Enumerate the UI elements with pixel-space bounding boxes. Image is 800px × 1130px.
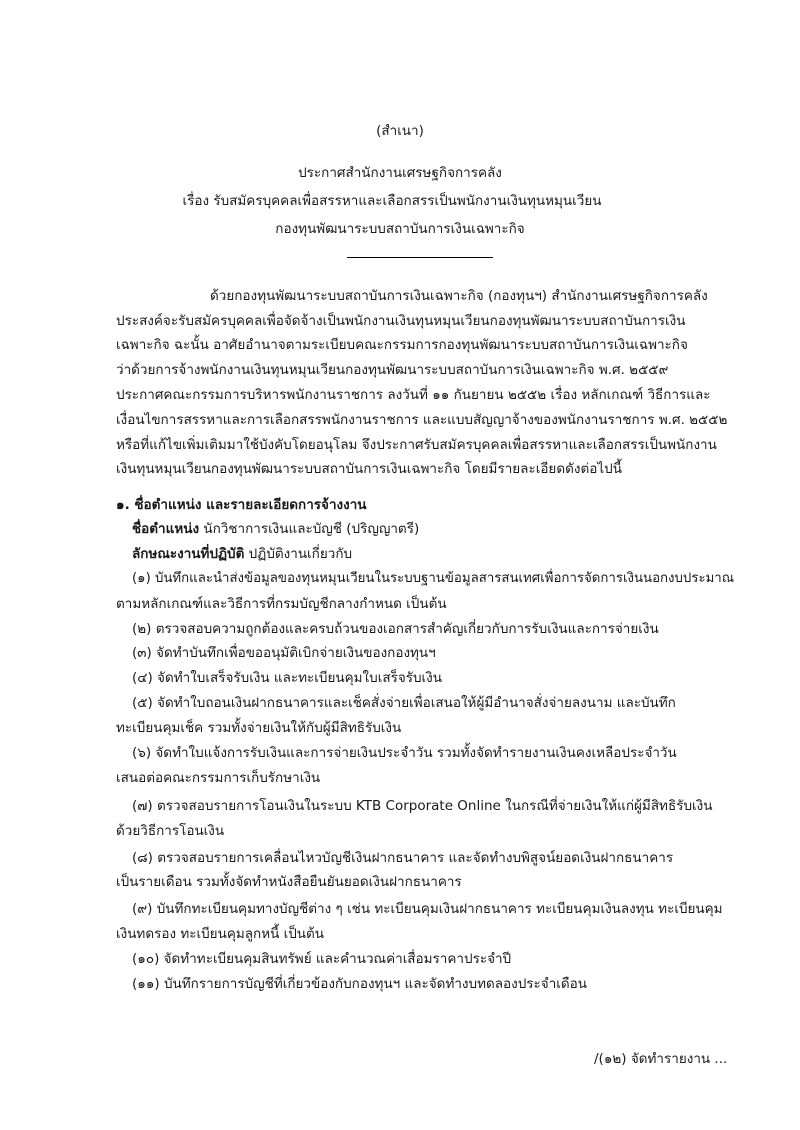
duty-item: (๒) ตรวจสอบความถูกต้องและครบถ้วนของเอกสารสำคัญเกี่ยวกับการรับเงินและการจ่ายเงิน bbox=[132, 621, 659, 637]
intro-line: เฉพาะกิจ ฉะนั้น อาศัยอำนาจตามระเบียบคณะกรรมการกองทุนพัฒนาระบบสถาบันการเงินเฉพาะกิจ bbox=[116, 337, 688, 353]
duty-item: (๖) จัดทำใบแจ้งการรับเงินและการจ่ายเงินประจำวัน รวมทั้งจัดทำรายงานเงินคงเหลือประจำวัน bbox=[132, 745, 677, 761]
header-divider bbox=[347, 257, 493, 258]
intro-line: ประสงค์จะรับสมัครบุคคลเพื่อจัดจ้างเป็นพนักงานเงินทุนหมุนเวียนกองทุนพัฒนาระบบสถาบันการเงิน bbox=[116, 313, 686, 329]
announcement-title: ประกาศสำนักงานเศรษฐกิจการคลัง bbox=[298, 165, 502, 181]
duty-item: (๓) จัดทำบันทึกเพื่อขออนุมัติเบิกจ่ายเงินของกองทุนฯ bbox=[132, 645, 436, 661]
duty-label: ลักษณะงานที่ปฏิบัติ bbox=[132, 546, 245, 562]
duty-item: (๑๑) บันทึกรายการบัญชีที่เกี่ยวข้องกับกองทุนฯ และจัดทำงบทดลองประจำเดือน bbox=[132, 976, 587, 992]
position-label: ชื่อตำแหน่ง bbox=[132, 521, 200, 537]
intro-line: ด้วยกองทุนพัฒนาระบบสถาบันการเงินเฉพาะกิจ (กองทุนฯ) สำนักงานเศรษฐกิจการคลัง bbox=[210, 288, 708, 304]
intro-line: หรือที่แก้ไขเพิ่มเติมมาใช้บังคับโดยอนุโลม จึงประกาศรับสมัครบุคคลเพื่อสรรหาและเลือกสรรเป็นพนักงาน bbox=[116, 437, 717, 453]
duty-value: ปฏิบัติงานเกี่ยวกับ bbox=[244, 546, 353, 562]
duty-item: (๑) บันทึกและนำส่งข้อมูลของทุนหมุนเวียนในระบบฐานข้อมูลสารสนเทศเพื่อการจัดการเงินนอกงบประมาณ bbox=[132, 571, 735, 586]
section-heading: ๑. ชื่อตำแหน่ง และรายละเอียดการจ้างงาน bbox=[116, 497, 367, 513]
position-value: นักวิชาการเงินและบัญชี (ปริญญาตรี) bbox=[199, 521, 420, 537]
intro-line: ประกาศคณะกรรมการบริหารพนักงานราชการ ลงวันที่ ๑๑ กันยายน ๒๕๕๒ เรื่อง หลักเกณฑ์ วิธีการและ bbox=[116, 387, 711, 403]
duty-item-cont: เงินทดรอง ทะเบียนคุมลูกหนี้ เป็นต้น bbox=[116, 926, 325, 942]
duty-item: (๑๐) จัดทำทะเบียนคุมสินทรัพย์ และคำนวณค่าเสื่อมราคาประจำปี bbox=[132, 951, 512, 967]
announcement-subject: เรื่อง รับสมัครบุคคลเพื่อสรรหาและเลือกสรรเป็นพนักงานเงินทุนหมุนเวียน bbox=[182, 193, 602, 209]
position-row bbox=[132, 520, 419, 538]
duty-item: (๔) จัดทำใบเสร็จรับเงิน และทะเบียนคุมใบเสร็จรับเงิน bbox=[132, 670, 442, 686]
duty-item-cont: ด้วยวิธีการโอนเงิน bbox=[116, 823, 225, 839]
continuation-note: /(๑๒) จัดทำรายงาน ... bbox=[594, 1051, 728, 1067]
duty-item: (๗) ตรวจสอบรายการโอนเงินในระบบ KTB Corporate Online ในกรณีที่จ่ายเงินให้แก่ผู้มีสิทธิรับเงิน bbox=[132, 798, 713, 814]
duty-item: (๕) จัดทำใบถอนเงินฝากธนาคารและเช็คสั่งจ่ายเพื่อเสนอให้ผู้มีอำนาจสั่งจ่ายลงนาม และบันทึก bbox=[132, 695, 676, 711]
duty-item-cont: เสนอต่อคณะกรรมการเก็บรักษาเงิน bbox=[116, 770, 321, 786]
duty-row bbox=[132, 545, 352, 563]
intro-line: ว่าด้วยการจ้างพนักงานเงินทุนหมุนเวียนกองทุนพัฒนาระบบสถาบันการเงินเฉพาะกิจ พ.ศ. ๒๕๕๙ bbox=[116, 362, 669, 378]
duty-item-cont: ทะเบียนคุมเช็ค รวมทั้งจ่ายเงินให้กับผู้มีสิทธิรับเงิน bbox=[116, 720, 402, 736]
copy-label: (สำเนา) bbox=[376, 123, 424, 139]
duty-item-cont: ตามหลักเกณฑ์และวิธีการที่กรมบัญชีกลางกำหนด เป็นต้น bbox=[116, 596, 447, 612]
duty-item-cont: เป็นรายเดือน รวมทั้งจัดทำหนังสือยืนยันยอดเงินฝากธนาคาร bbox=[116, 874, 462, 890]
intro-line: เงินทุนหมุนเวียนกองทุนพัฒนาระบบสถาบันการเงินเฉพาะกิจ โดยมีรายละเอียดดังต่อไปนี้ bbox=[116, 461, 622, 477]
duty-item: (๙) บันทึกทะเบียนคุมทางบัญชีต่าง ๆ เช่น ทะเบียนคุมเงินฝากธนาคาร ทะเบียนคุมเงินลงทุน ทะเบียนคุม bbox=[132, 901, 723, 917]
intro-line: เงื่อนไขการสรรหาและการเลือกสรรพนักงานราชการ และแบบสัญญาจ้างของพนักงานราชการ พ.ศ. ๒๕๕๒ bbox=[116, 412, 728, 428]
fund-name: กองทุนพัฒนาระบบสถาบันการเงินเฉพาะกิจ bbox=[275, 221, 525, 237]
duty-item: (๘) ตรวจสอบรายการเคลื่อนไหวบัญชีเงินฝากธนาคาร และจัดทำงบพิสูจน์ยอดเงินฝากธนาคาร bbox=[132, 850, 674, 866]
